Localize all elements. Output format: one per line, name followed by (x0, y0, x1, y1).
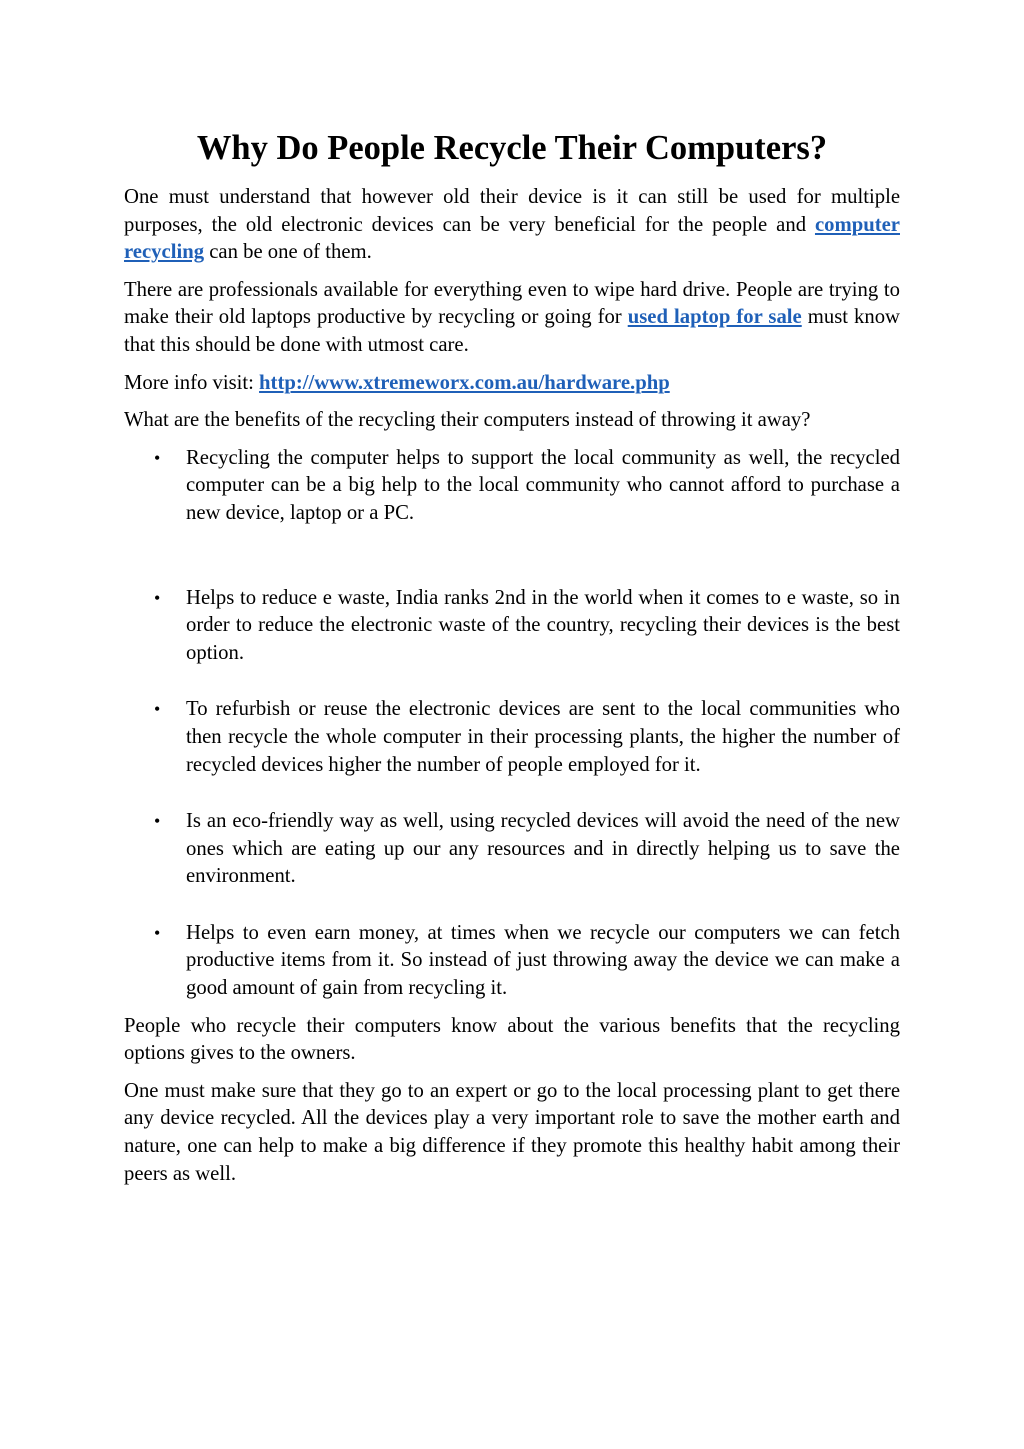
list-item (124, 445, 900, 528)
intro-paragraph (124, 184, 900, 267)
intro-text-after: can be one of them. (204, 241, 372, 264)
list-item (124, 585, 900, 668)
more-info-label: More info visit: (124, 371, 260, 394)
list-item (124, 696, 900, 779)
benefit-text: Helps to reduce e waste, India ranks 2nd in the world when it comes to e waste, so in order to reduce the electronic waste of the country, recycling their devices is the best option. (186, 586, 900, 664)
benefit-text: To refurbish or reuse the electronic devices are sent to the local communities who then recycle the whole computer in their processing plants, the higher the number of recycled devices higher the number of people employed for it. (186, 698, 900, 776)
bullet-icon: • (154, 811, 161, 832)
intro-text-before: One must understand that however old their device is it can still be used for multiple purposes, the old electronic devices can be very beneficial for the people and (124, 186, 900, 236)
used-laptop-for-sale-link[interactable]: used laptop for sale (627, 306, 802, 329)
document-page (124, 123, 900, 1198)
more-info-paragraph (124, 370, 900, 398)
professionals-paragraph (124, 277, 900, 360)
professionals-text-after: must know that this should be done with utmost care. (124, 306, 900, 356)
benefit-text: Recycling the computer helps to support the local community as well, the recycled computer can be a big help to the local community who cannot afford to purchase a new device, laptop or a PC. (186, 446, 900, 524)
bullet-icon: • (154, 587, 161, 608)
page-title: Why Do People Recycle Their Computers? (196, 129, 828, 167)
benefit-text: Is an eco-friendly way as well, using recycled devices will avoid the need of the new ones which are eating up our any resources and in directly helping us to save the environment. (186, 810, 900, 888)
professionals-text-before: There are professionals available for everything even to wipe hard drive. People are trying to make their old laptops productive by recycling or going for (124, 278, 900, 329)
list-item (124, 808, 900, 891)
computer-recycling-link[interactable]: computer recycling (124, 213, 900, 264)
bullet-icon: • (154, 447, 161, 468)
list-item (124, 920, 900, 1003)
benefits-question: What are the benefits of the recycling their computers instead of throwing it away? (124, 409, 811, 432)
benefit-text: Helps to even earn money, at times when we recycle our computers we can fetch productive items from it. So instead of just throwing away the device we can make a good amount of gain from recycling it. (186, 921, 900, 1000)
hardware-page-link[interactable]: http://www.xtremeworx.com.au/hardware.php (259, 371, 670, 394)
benefits-list (124, 445, 900, 1003)
bullet-icon: • (154, 699, 161, 720)
bullet-icon: • (154, 922, 161, 943)
conclusion-paragraph-1: People who recycle their computers know about the various benefits that the recycling options gives to the owners. (124, 1014, 900, 1065)
conclusion-paragraph-2: One must make sure that they go to an expert or go to the local processing plant to get there any device recycled. All the devices play a very important role to save the mother earth and nature, one can help to make a big difference if they promote this healthy habit among their peers as well. (124, 1079, 900, 1185)
